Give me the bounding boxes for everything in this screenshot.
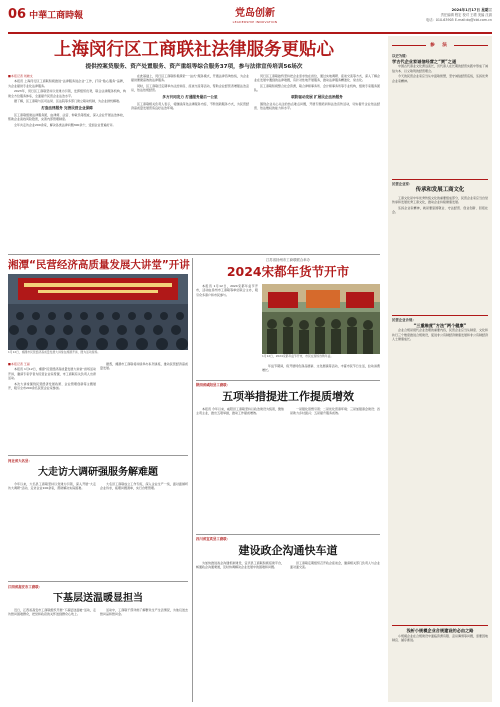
lead-paragraph: 据了解，区工商联与区司法局、区法院等多部门建立联动机制，为企业排忧解难。 (14, 99, 123, 104)
songdu-column-1 (196, 284, 258, 372)
section-title: 党岛创新 (235, 8, 275, 19)
section-header (220, 8, 290, 24)
songdu-paragraph: 年货节期间，将开展特色商品展销、文化展演等活动，丰富市民节日生活，拉动消费增长。 (262, 364, 380, 373)
daming-headline: 大走访大调研强服务解难题 (38, 467, 158, 478)
lead-paragraph: 在此基础上，闵行区工商联积极探索“一站式”服务模式，开通法律咨询热线，为企业提供便捷高效的法律服务。 (131, 74, 249, 83)
section-divider (8, 254, 380, 255)
xiangtan-column-2 (100, 362, 188, 452)
sidebar-divider-wrap (392, 622, 488, 626)
sidebar-paragraph: 企业合规是现代企业治理的重要内容，民营企业应当从制度、文化和执行三个维度推进合规建设，促进非公有制经济健康发展和非公有制经济人士健康成长。 (392, 328, 488, 341)
songdu-kicker: 江苏省扬州市工商联联合举办 (265, 258, 311, 262)
sidebar-paragraph: 中国古代商业文化源远流长，历代商人在长期的经营实践中形成了诚信为本、以义取利的经营理念。 (392, 64, 488, 73)
lead-column-3 (254, 74, 380, 250)
songdu-photo (262, 284, 380, 354)
sidebar-article-3-kicker: 民营企业合规： (392, 318, 416, 322)
songdu-column-2 (262, 364, 380, 376)
editor-line: 责任编辑 程宏 校对 王增 美编 沈源 (440, 13, 492, 17)
issue-date: 2024年1月17日 星期三 (451, 8, 492, 12)
songdu-caption: 1月12日，2024宋都年货节开市，市民在现场选购年货。 (262, 354, 334, 358)
lead-paragraph: 闵行区工商联始终坚持把企业需求放在首位，通过实地调研、座谈交流等方式，深入了解企业在发展中遇到的法律难题，有针对性地开展服务，推动法律服务精准化、常态化。 (254, 74, 380, 83)
section-divider (8, 455, 188, 456)
songdu-paragraph: 本报讯 1月12日，2024宋都年货节开市，活动由扬州市工商联等单位联合主办，吸引众多商户和市民参与。 (196, 284, 258, 297)
lead-subhead: 联防驱动发展 扩展民企法治服务 (291, 94, 343, 99)
lead-subhead: 多方共同发力 打通服务最后一公里 (162, 94, 218, 99)
xiangtan-photo (8, 274, 188, 350)
lead-paragraph: 本报讯 上海闵行区工商联积极推进“法律服务进企业”工作，打造“贴心服务”品牌，为企业提供专业化法律服务。 (8, 79, 126, 88)
xiangtan-paragraph: 本报讯 1月12日，湘潭“民营经济高质量发展大讲堂”首场活动开讲，邀请专家学者为民营企业家授课，市工商联有关负责人出席活动。 (8, 367, 96, 381)
sidebar-article-1-title: 学古代企业家诚信经营之“贾”之道 (392, 58, 457, 64)
section-divider (196, 380, 380, 381)
xiangtan-caption: 1月12日，湘潭市民营经济高质量发展大讲堂在湘潭开讲，图为活动现场。 (8, 350, 101, 354)
sidebar-paragraph: 弘扬企业家精神，就是要爱国敬业、守法经营、创业创新、回报社会。 (392, 205, 488, 214)
lead-headline: 上海闵行区工商联社法律服务更贴心 (54, 40, 334, 60)
section-title-en: LEADERSHIP INNOVATION (232, 20, 278, 24)
sidebar-article-2-kicker: 民营企业家： (392, 182, 413, 186)
gaoan-column-2 (100, 608, 188, 700)
daming-kicker: 河北省大名县： (8, 459, 32, 463)
xiangtan-paragraph: 据悉，湘潭市工商联将持续举办系列讲座，推动民营经济高质量发展。 (100, 362, 188, 371)
yibin-column-2 (290, 561, 380, 701)
yibin-headline: 建设政企沟通快车道 (238, 544, 338, 557)
lead-paragraph: 2023年，闵行区工商联坚持以党建为引领，发挥组织优势，联合法律服务机构，构建全方位服务体系，全面提升民营企业法治水平。 (8, 89, 126, 98)
xianyang-paragraph: 本报讯 今年以来，咸阳县工商联坚持以政治建设为统领，聚焦主责主业，推出五项举措，推动工作提质增效。 (196, 407, 284, 416)
daming-column-2 (100, 482, 188, 578)
sidebar-article-2 (392, 182, 488, 308)
sidebar-column (388, 36, 492, 702)
lead-paragraph: 区工商联积极整合社会资源，联合律师事务所、会计师事务所等专业机构，组建专家服务团队。 (254, 84, 380, 93)
xianyang-headline: 五项举措提进工作提质增效 (222, 390, 354, 403)
gaoan-column-1 (8, 608, 96, 700)
daming-column-1 (8, 482, 96, 578)
xiangtan-byline: ■本报记者 王丽 (8, 362, 30, 366)
contact-line: 电话：010-63905 E-mail:dq@cbt.com.cn (425, 18, 492, 22)
sidebar-divider (392, 625, 488, 626)
sidebar-article-3 (392, 318, 488, 618)
xiangtan-paragraph: 本次大讲堂围绕民营经济发展政策、企业管理创新等主题展开，吸引全市200余名民营企业家参加。 (8, 381, 96, 391)
lead-paragraph: 区工商联相关负责人表示，将继续深化法律服务内容，不断创新服务方式，为民营经济高质量发展营造良好法治环境。 (131, 101, 249, 111)
masthead-info (352, 8, 492, 23)
section-divider (196, 534, 380, 535)
daming-paragraph: 大名县工商联成立工作专班，深入企业生产一线，面对面倾听企业诉求，梳理问题清单，实行台账管理。 (100, 482, 188, 491)
paper-name: 中華工商時報 (29, 11, 84, 21)
sidebar-divider (392, 179, 488, 180)
section-divider (8, 581, 188, 582)
yibin-paragraph: 为加快推进政企沟通机制建设，宜宾县工商联积极搭建平台，畅通政企沟通渠道，及时协调解决企业发展中的困难和问题。 (196, 561, 284, 570)
sidebar-article-1-kicker: 以史为镜： (392, 54, 409, 58)
lead-paragraph: 全年共走访企业200余家，解决各类法律问题300余个，受到企业普遍好评。 (14, 122, 116, 127)
sidebar-paragraph: 今天的民营企业家应当从中汲取智慧，坚守诚信经营底线，弘扬优秀企业家精神。 (392, 74, 488, 83)
lead-subheadline: 提供控案贷服务、资产处置服务、资产重组等综合服务37项，参与法律宣传培训56场次 (85, 64, 303, 70)
xianyang-paragraph: 一是强化思想引领；二是优化营商环境；三是加强商会建设；四是助力乡村振兴；五是提升服务质效。 (290, 407, 380, 416)
sidebar-divider-wrap (392, 176, 488, 180)
market-crowd-image (262, 284, 380, 354)
daming-paragraph: 今年以来，大名县工商联坚持以党建为引领，深入开展“大走访大调研”活动，走访企业100余家，帮助解决实际困难。 (8, 482, 96, 491)
sidebar-article-4-title: 浅析小规模企业合规建设的必由之路 (406, 628, 474, 633)
sidebar-article-1 (392, 54, 488, 172)
yibin-column-1 (196, 561, 284, 701)
masthead-left (8, 7, 83, 24)
sidebar-paragraph: 工商文化是中华优秀传统文化的重要组成部分，民营企业家应当自觉传承和发展优秀工商文化，推动企业持续健康发展。 (392, 195, 488, 204)
gaoan-headline: 下基层送温暖显担当 (53, 593, 143, 604)
sidebar-article-2-title: 传承和发展工商文化 (415, 186, 465, 193)
lead-paragraph: 同时，区工商联还定期举办法治讲座、座谈交流等活动，帮助企业经营者增强法治意识，依法依规经营。 (131, 84, 249, 93)
lead-paragraph: 区工商联组建法律服务团，由律师、法官、仲裁员等组成，深入企业开展法治体检，帮助企业查找风险隐患，完善内部管理制度。 (8, 112, 126, 122)
lead-column-1 (8, 74, 126, 250)
lead-subhead: 打造法律服务 完善民营企业保障 (41, 105, 93, 110)
lead-byline: ■本报记者 刘晓文 (8, 74, 33, 78)
xiangtan-headline: 湘潭“民营经济高质量发展大讲堂”开讲 (8, 259, 190, 271)
sidebar-article-3-title: “三重维度”方法“两个健康” (413, 322, 467, 328)
xianyang-column-1 (196, 407, 284, 531)
songdu-headline: 2024宋都年货节开市 (226, 264, 350, 279)
yibin-paragraph: 县工商联定期组织召开政企座谈会，邀请相关部门负责人与企业面对面交流。 (290, 561, 380, 570)
sidebar-divider (392, 315, 488, 316)
yibin-kicker: 四川省宜宾县工商联： (196, 537, 230, 541)
gaoan-kicker: 江西省高安市工商联： (8, 585, 42, 589)
xiangtan-column-1 (8, 362, 96, 452)
sidebar-divider-wrap (392, 312, 488, 316)
xianyang-kicker: 陕西省咸阳县工商联： (196, 383, 230, 387)
lead-paragraph: 围绕企业关心关注的热点难点问题，开展专题培训和法治宣传活动，切实提升企业依法经营、依法维权的能力和水平。 (254, 101, 380, 111)
sidebar-article-4 (392, 628, 488, 698)
lead-column-2 (131, 74, 249, 250)
sidebar-paragraph: 小规模企业在合规建设中面临资源有限、意识薄弱等问题，需要因地制宜、循序渐进。 (392, 633, 488, 642)
gaoan-paragraph: 活动中，工商联干部详细了解群众生产生活情况，为他们送去慰问品和慰问金。 (100, 608, 188, 617)
lecture-hall-image (8, 274, 188, 350)
column-divider (192, 258, 193, 702)
sidebar-label: 参 法 (388, 41, 492, 50)
gaoan-paragraph: 近日，江西省高安市工商联组织开展“下基层送温暖”活动，走访慰问困难群众，把党和政府的关怀送到群众心坎上。 (8, 608, 96, 617)
masthead (8, 6, 492, 34)
page-number: 06 (8, 7, 27, 22)
xianyang-column-2 (290, 407, 380, 531)
